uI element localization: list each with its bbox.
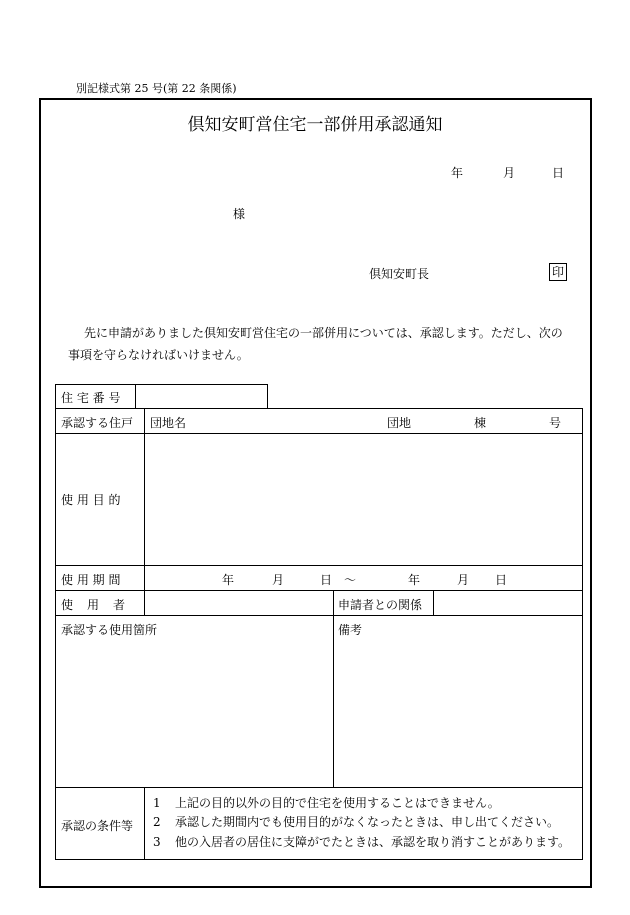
relation-field[interactable] bbox=[434, 591, 582, 615]
conditions-label: 承認の条件等 bbox=[61, 819, 134, 833]
body-text-line-1: 先に申請がありました倶知安町営住宅の一部併用については、承認します。ただし、次の bbox=[84, 326, 563, 340]
room-unit-label: 号 bbox=[549, 416, 562, 430]
condition-item bbox=[153, 794, 500, 811]
remarks-label: 備考 bbox=[338, 623, 363, 637]
condition-text: 他の入居者の居住に支障がでたときは、承認を取り消すことがあります。 bbox=[175, 835, 571, 849]
condition-text: 承認した期間内でも使用目的がなくなったときは、申し出てください。 bbox=[175, 815, 560, 829]
issuer-name: 倶知安町長 bbox=[369, 267, 430, 281]
form-number-label: 別記様式第 25 号(第 22 条関係) bbox=[76, 82, 237, 95]
period-start-year: 年 bbox=[222, 573, 235, 587]
row-divider bbox=[55, 615, 583, 616]
condition-number: 1 bbox=[153, 796, 161, 810]
condition-item bbox=[153, 833, 570, 850]
location-label: 承認する使用箇所 bbox=[61, 623, 158, 637]
condition-number: 3 bbox=[153, 835, 161, 849]
house-number-field[interactable] bbox=[135, 384, 268, 409]
period-end-day: 日 bbox=[495, 573, 508, 587]
condition-text: 上記の目的以外の目的で住宅を使用することはできません。 bbox=[175, 796, 500, 810]
period-separator: ～ bbox=[344, 573, 357, 587]
body-text-line-2: 事項を守らなければいけません。 bbox=[68, 348, 249, 362]
row-divider bbox=[55, 565, 583, 566]
purpose-label: 使 用 目 的 bbox=[61, 493, 121, 507]
condition-number: 2 bbox=[153, 815, 161, 829]
period-end-month: 月 bbox=[457, 573, 470, 587]
user-label: 使 用 者 bbox=[61, 598, 127, 612]
complex-name-label: 団地名 bbox=[150, 416, 187, 430]
column-divider bbox=[333, 590, 334, 787]
addressee-suffix: 様 bbox=[233, 207, 246, 221]
period-start-month: 月 bbox=[272, 573, 285, 587]
house-number-label: 住 宅 番 号 bbox=[61, 391, 121, 405]
period-end-year: 年 bbox=[408, 573, 421, 587]
row-divider bbox=[55, 787, 583, 788]
condition-item bbox=[153, 813, 559, 830]
approved-unit-label: 承認する住戸 bbox=[61, 416, 134, 430]
building-unit-label: 棟 bbox=[474, 416, 487, 430]
seal-mark: 印 bbox=[549, 263, 567, 281]
document-title: 倶知安町営住宅一部併用承認通知 bbox=[187, 115, 443, 135]
date-month: 月 bbox=[503, 166, 516, 180]
period-label: 使 用 期 間 bbox=[61, 573, 121, 587]
date-year: 年 bbox=[451, 166, 464, 180]
user-field[interactable] bbox=[145, 591, 333, 615]
complex-unit-label: 団地 bbox=[387, 416, 412, 430]
period-start-day: 日 bbox=[320, 573, 333, 587]
purpose-field[interactable] bbox=[145, 434, 582, 565]
date-day: 日 bbox=[552, 166, 565, 180]
column-divider bbox=[144, 787, 145, 860]
relation-label: 申請者との関係 bbox=[338, 598, 423, 612]
